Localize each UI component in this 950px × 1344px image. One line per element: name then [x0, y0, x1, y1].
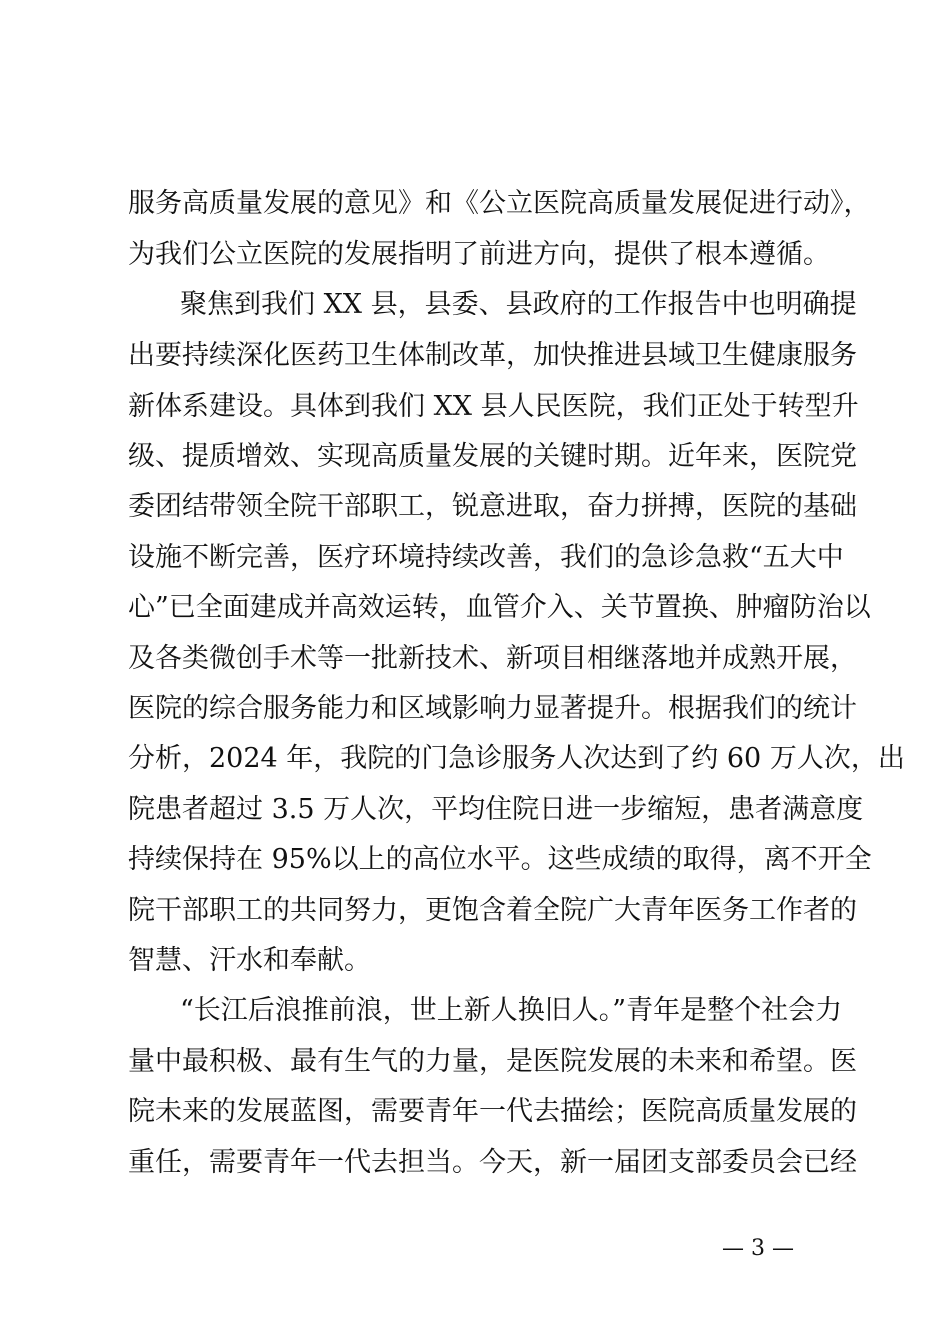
text-line: 院患者超过 3.5 万人次，平均住院日进一步缩短，患者满意度 [128, 794, 864, 825]
text-line: 分析，2024 年，我院的门急诊服务人次达到了约 60 万人次，出 [128, 743, 905, 774]
text-line: 心”已全面建成并高效运转，血管介入、关节置换、肿瘤防治以 [128, 592, 871, 623]
text-line: 院干部职工的共同努力，更饱含着全院广大青年医务工作者的 [128, 895, 857, 926]
text-line: 出要持续深化医药卫生体制改革，加快推进县域卫生健康服务 [128, 340, 857, 371]
text-line: 委团结带领全院干部职工，锐意进取，奋力拼搏，医院的基础 [128, 491, 857, 522]
text-line: 级、提质增效、实现高质量发展的关键时期。近年来，医院党 [128, 441, 857, 472]
text-line: 服务高质量发展的意见》和《公立医院高质量发展促进行动》， [128, 188, 871, 219]
text-line: 院未来的发展蓝图，需要青年一代去描绘；医院高质量发展的 [128, 1096, 857, 1127]
text-line: 及各类微创手术等一批新技术、新项目相继落地并成熟开展， [128, 643, 857, 674]
text-line: 重任，需要青年一代去担当。今天，新一届团支部委员会已经 [128, 1147, 857, 1178]
text-line: 量中最积极、最有生气的力量，是医院发展的未来和希望。医 [128, 1046, 857, 1077]
paragraph-start-line: “长江后浪推前浪，世上新人换旧人。”青年是整个社会力 [180, 995, 843, 1026]
text-line: 医院的综合服务能力和区域影响力显著提升。根据我们的统计 [128, 693, 857, 724]
text-line: 新体系建设。具体到我们 XX 县人民医院，我们正处于转型升 [128, 391, 859, 422]
paragraph-start-line: 聚焦到我们 XX 县，县委、县政府的工作报告中也明确提 [180, 289, 857, 320]
text-line: 智慧、汗水和奉献。 [128, 945, 371, 976]
text-line: 为我们公立医院的发展指明了前进方向，提供了根本遵循。 [128, 239, 830, 270]
text-line: 设施不断完善，医疗环境持续改善，我们的急诊急救“五大中 [128, 542, 844, 573]
text-line: 持续保持在 95%以上的高位水平。这些成绩的取得，离不开全 [128, 844, 872, 875]
page-number: — 3 — [722, 1236, 794, 1261]
